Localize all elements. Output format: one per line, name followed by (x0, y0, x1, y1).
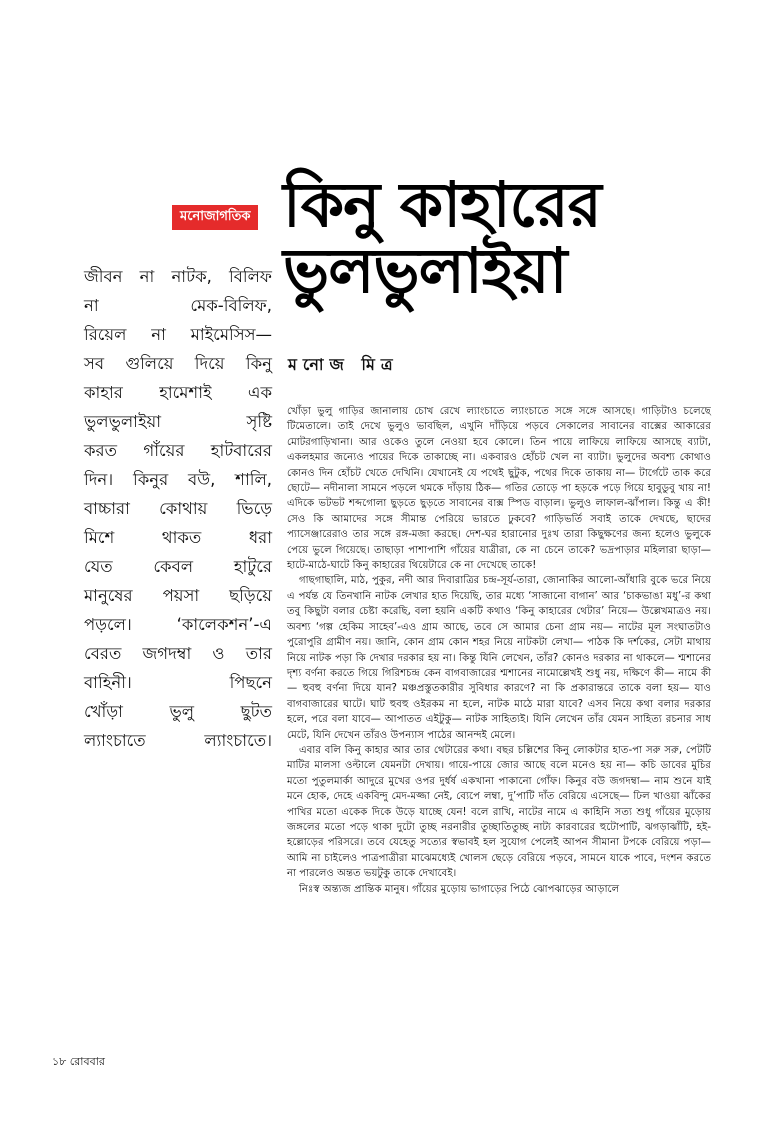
title-line: কিনু কাহারের (283, 168, 601, 241)
pullquote-line: সব গুলিয়ে দিয়ে কিনু (84, 354, 272, 373)
pullquote-line: বাচ্চারা কোথায় ভিড়ে (84, 499, 272, 518)
pullquote-line: করত গাঁয়ের হাটবারের (84, 441, 272, 460)
body-paragraph: গাছগাছালি, মাঠ, পুকুর, নদী আর দিবারাত্রির চন্দ্র-সূর্য-তারা, জোনাকির আলো-আঁধারি বুকে ভরে নিয়ে এ পর্যন্ত যে তিনখানি নাটক লেখার হাত দিয়েছি, তার মধ্যে ‘সাজানো বাগান’ আর ‘চাকভাঙা মধু’-র কথা তবু কিছুটা বলার চেষ্টা করেছি, বলা হয়নি একটি কথাও ‘কিনু কাহারের থেটার’ নিয়ে— উল্লেখমাত্রও নয়। অবশ্য ‘গল্প হেকিম সাহেব’-এও গ্রাম আছে, তবে সে আমার চেনা গ্রাম নয়— নাটের মূল সংঘাতটাও পুরোপুরি গ্রামীণ নয়। জানি, কোন গ্রাম কোন শহর নিয়ে নাটকটা লেখা— পাঠক কি দর্শকের, সেটা মাথায় নিয়ে নাটক পড়া কি দেখার দরকার হয় না। কিন্তু যিনি লেখেন, তাঁর? কোনও দরকার না থাকলে— শ্মশানের দৃশ্য বর্ণনা করতে গিয়ে গিরিশচন্দ্র কেন বাগবাজারের শ্মশানের নামোল্লেখই শুধু নয়, দক্ষিণে কী— নামে কী— হুবহু বর্ণনা দিয়ে যান? মঞ্চপ্রস্তুতকারীর সুবিধার কারণে? না কি প্রকারান্তরে তাকে বলা হয়— যাও বাগবাজারের ঘাটে। ঘাট হুবহু ওইরকম না হলে, নাটক মাঠে মারা যাবে? এসব নিয়ে কথা বলার দরকার হলে, পরে বলা যাবে— আপাতত এইটুকু— নাটক সাহিত্যই। যিনি লেখেন তাঁর যেমন সাহিত্য রচনার সাধ মেটে, যিনি দেখেন তাঁরও উপন্যাস পাঠের আনন্দই মেলে। (287, 575, 711, 741)
body-paragraph: খোঁড়া ভুলু গাড়ির জানালায় চোখ রেখে ল্যাংচাতে ল্যাংচাতে সঙ্গে সঙ্গে আসছে। গাড়িটাও চলেছে টিমেতালে। তাই দেখে ভুলুও ভাবছিল, এখুনি দাঁড়িয়ে পড়বে সেকালের সাবানের বাক্সের আকারের মোটরগাড়িখানা। আর ওকেও তুলে নেওয়া হবে কোলে। তিন পায়ে লাফিয়ে লাফিয়ে আসছে ব্যাটা, একলহমার জন্যেও পায়ের দিকে তাকাচ্ছে না। একবারও হোঁচট খেল না ব্যাটা। ভুলুদের অবশ্য কোথাও কোনও দিন হোঁচট খেতে দেখিনি। যেখানেই যে পথেই ছুটুক, পথের দিকে তাকায় না— টার্গেটে তাক করে ছোটে— নদীনালা সামনে পড়লে থমকে দাঁড়ায় ঠিক— গতির তোড়ে পা হড়কে পড়ে গিয়ে হাবুডুবু খায় না! এদিকে ভটভট শব্দগোলা ছুড়তে ছুড়তে সাবানের বাক্স স্পিড বাড়াল। ভুলুও লাফাল-ঝাঁপাল। কিন্তু এ কী! সেও কি আমাদের সঙ্গে সীমান্ত পেরিয়ে ভারতে ঢুকবে? গাড়িভর্তি সবাই তাকে দেখছে, ছাদের প্যাসেঞ্জারেরাও তার সঙ্গে রঙ্গ-মজা করছে। দেশ-ঘর হারানোর দুঃখ তারা কিছুক্ষণের জন্য হলেও ভুলুকে পেয়ে ভুলে গিয়েছে। তাছাড়া পাশাপাশি গাঁয়ের যাত্রীরা, কে না চেনে তাকে? ভদ্রপাড়ার মহিলারা ছাড়া— হাটে-মাঠে-ঘাটে কিনু কাহারের থিয়েটারে কে না দেখেছে তাকে! (287, 406, 711, 572)
pullquote-line: বাহিনী। পিছনে (84, 673, 272, 692)
pullquote-line: জীবন না নাটক, বিলিফ (84, 267, 272, 286)
pullquote-line: যেত কেবল হাটুরে (84, 557, 272, 576)
pullquote-line: মানুষের পয়সা ছড়িয়ে (84, 586, 272, 605)
page-folio: ১৮ রোববার (52, 1055, 105, 1068)
pullquote-line: ল্যাংচাতে ল্যাংচাতে। (84, 731, 272, 750)
pullquote-line: খোঁড়া ভুলু ছুটত (84, 702, 272, 721)
pullquote-line: না মেক-বিলিফ, (84, 296, 272, 315)
pullquote-line: মিশে থাকত ধরা (84, 528, 272, 547)
body-paragraph: নিঃস্ব অন্ত্যজ প্রান্তিক মানুষ। গাঁয়ের মুড়োয় ভাগাড়ের পিঠে ঝোপঝাড়ের আড়ালে (299, 883, 620, 895)
pullquote-line: দিন। কিনুর বউ, শালি, (84, 470, 272, 489)
pullquote-line: কাহার হামেশাই এক (84, 383, 272, 402)
pullquote (84, 262, 272, 755)
body-paragraph: এবার বলি কিনু কাহার আর তার থেটারের কথা। বছর চল্লিশের কিনু লোকটার হাত-পা সরু সরু, পেটটি মাটির মালসা ওল্টালে যেমনটা দেখায়। গায়ে-পায়ে জোর আছে বলে মনেও হয় না— কচি ডাবের মুচির মতো পুতুলমার্কা আদুরে মুখের ওপর দুর্ধর্ষ একখানা পাকানো গোঁফ। কিনুর বউ জগদম্বা— নাম শুনে যাই মনে হোক, দেহে একবিন্দু মেদ-মজ্জা নেই, ব্যেপে লম্বা, দু’পাটি দাঁত বেরিয়ে এসেছে— ঢিল খাওয়া ঝাঁকের পাখির মতো একেক দিকে উড়ে যাচ্ছে যেন! বলে রাখি, নাটের নামে এ কাহিনি সত্য শুধু গাঁয়ের মুড়োয় জঙ্গলের মতো পড়ে থাকা দুটো তুচ্ছ নরনারীর তুচ্ছাতিতুচ্ছ নাট্য কারবারের হুটোপাটি, ঝগড়াঝাঁটি, হই-হল্লোড়ের পরিসরে। তবে যেহেতু সত্যের স্বভাবই হল সুযোগ পেলেই আপন সীমানা টপকে বেরিয়ে পড়া— আমি না চাইলেও পাত্রপাত্রীরা মাঝেমধ্যেই খোলস ছেড়ে বেরিয়ে পড়বে, সামনে যাকে পাবে, দংশন করতে না পারলেও অন্তত ভয়টুকু তাকে দেখাবেই। (287, 744, 711, 880)
pullquote-line: রিয়েল না মাইমেসিস— (84, 325, 272, 344)
pullquote-line: ভুলভুলাইয়া সৃষ্টি (84, 412, 272, 431)
article-title (283, 168, 613, 307)
section-tag: মনোজাগতিক (172, 205, 258, 230)
author-byline: মনোজ মিত্র (288, 355, 399, 374)
article-body (287, 404, 711, 897)
pullquote-line: পড়লে। ‘কালেকশন’-এ (84, 615, 272, 634)
title-line: ভুলভুলাইয়া (283, 234, 567, 307)
pullquote-line: বেরত জগদম্বা ও তার (84, 644, 272, 663)
